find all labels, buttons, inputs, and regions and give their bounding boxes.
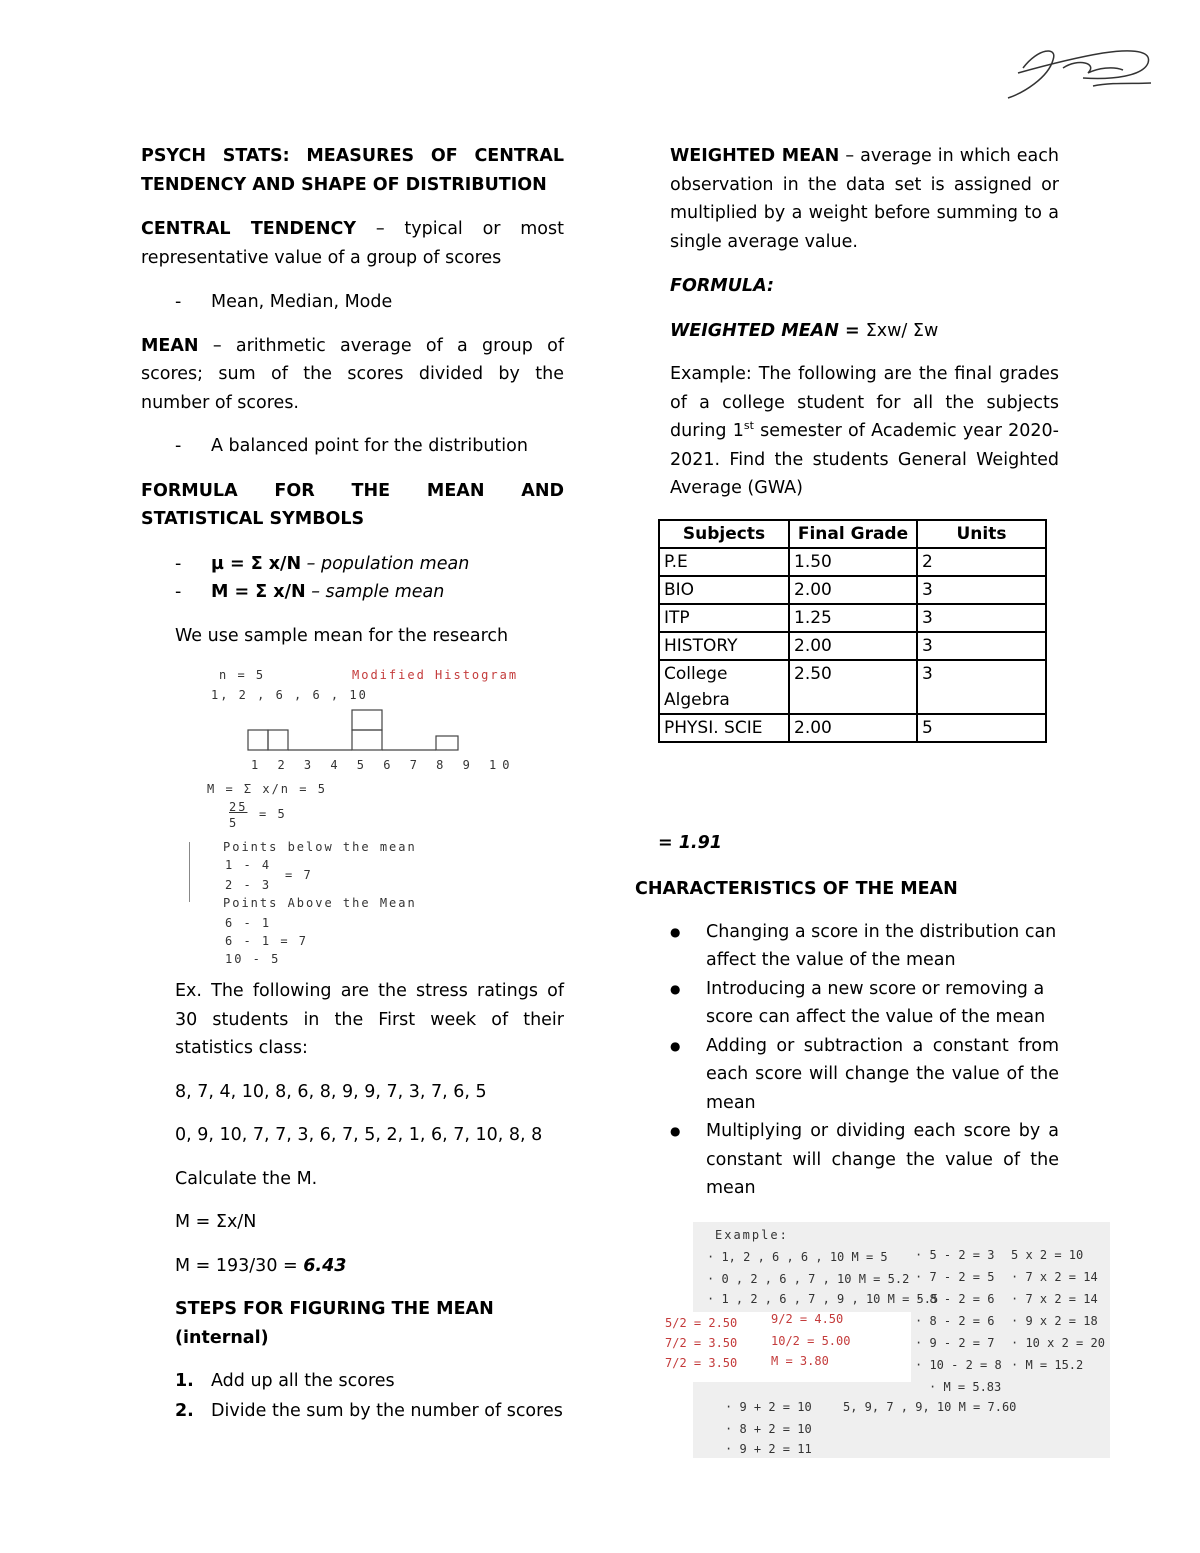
calc-formula: M = Σx/N	[175, 1212, 257, 1232]
table-row: P.E 1.50 2	[659, 548, 1046, 576]
weighted-mean-formula: WEIGHTED MEAN = Σxw/ Σw	[670, 320, 939, 341]
pasted-note: 5/2 = 2.50 9/2 = 4.50 7/2 = 3.50 10/2 = 5.00 7/2 = 3.50 M = 3.80	[661, 1312, 911, 1382]
list-item: ● Changing a score in the distribution can affect the value of the mean	[670, 921, 1057, 970]
list-item: ● Multiplying or dividing each score by a constant will change the value of the mean	[670, 1121, 1059, 1198]
mean-bullet: - A balanced point for the distribution	[175, 436, 528, 456]
table-row: PHYSI. SCIE 2.00 5	[659, 714, 1046, 742]
central-tendency-definition: CENTRAL TENDENCY – typical or most representative value of a group of scores	[141, 219, 564, 268]
table-row: BIO 2.00 3	[659, 576, 1046, 604]
formula-label: FORMULA:	[670, 276, 774, 296]
table-row: College Algebra 2.50 3	[659, 660, 1046, 714]
weighted-mean-definition: WEIGHTED MEAN – average in which each observation in the data set is assigned or multiplied by a weight before summing to a single average value.	[670, 146, 1059, 252]
list-item: ● Adding or subtraction a constant from each score will change the value of the mean	[670, 1035, 1059, 1113]
data-line-2: 0, 9, 10, 7, 7, 3, 6, 7, 5, 2, 1, 6, 7, 10, 8, 8	[175, 1125, 543, 1145]
sample-note: We use sample mean for the research	[175, 625, 509, 646]
mean-definition: MEAN – arithmetic average of a group of scores; sum of the scores divided by the number of scores.	[141, 335, 564, 413]
doc-title: PSYCH STATS: MEASURES OF CENTRAL TENDENCY AND SHAPE OF DISTRIBUTION	[141, 146, 564, 195]
histogram-sketch	[244, 702, 474, 757]
population-mean-formula: - µ = Σ x/N – population mean	[175, 553, 470, 574]
left-column	[141, 140, 564, 1426]
ct-bullet: - Mean, Median, Mode	[175, 292, 393, 312]
table-row: ITP 1.25 3	[659, 604, 1046, 632]
gwa-example: Example: The following are the final grades of a college student for all the subjects during 1st semester of Academic year 2020-2021. Find the students General Weighted Average (GWA)	[670, 364, 1059, 498]
calc-instruction: Calculate the M.	[175, 1168, 318, 1189]
table-row: HISTORY 2.00 3	[659, 632, 1046, 660]
calc-result: M = 193/30 = 6.43	[175, 1255, 347, 1276]
step-item: 1. Add up all the scores	[175, 1371, 395, 1391]
list-item: ● Introducing a new score or removing a score can affect the value of the mean	[670, 978, 1046, 1027]
data-line-1: 8, 7, 4, 10, 8, 6, 8, 9, 9, 7, 3, 7, 6, 5	[175, 1081, 487, 1102]
signature	[1003, 38, 1163, 108]
steps-heading: STEPS FOR FIGURING THE MEAN (internal)	[175, 1299, 494, 1348]
characteristics-list	[670, 918, 1059, 1203]
handwritten-example-photo: Example: · 1, 2 , 6 , 6 , 10 M = 5 · 0 , 2 , 6 , 7 , 10 M = 5.2 · 1 , 2 , 6 , 7 , 9 , 10 M = 5.5 · 5 - 2 = 3 5 x 2 = 10 · 7 - 2 = 5 · 7 x 2 = 14 · 8 - 2 = 6 · 7 x 2 = 14 · 8 - 2 = 6 · 9 x 2 = 18 · 9 - 2 = 7 · 10 x 2 = 20 · 10 - 2 = 8 · M = 15.2 · M = 5.83 5/2 = 2.50 9/2 = 4.50 7/2 = 3.50 10/2 = 5.00 7/2 = 3.50 M = 3.80 · 9 + 2 = 10 5, 9, 7 , 9, 10 M = 7.60 · 8 + 2 = 10 · 9 + 2 = 11	[693, 1222, 1110, 1458]
example-intro: Ex. The following are the stress ratings of 30 students in the First week of their statistics class:	[175, 981, 564, 1058]
handwritten-histogram-note: n = 5 Modified Histogram 1, 2 , 6 , 6 , 10 1 2 3 4 5 6 7 8 9 10 M = Σ x/n = 5 25 5 = 5 Points below the mean 1 - 4 2 - 3 = 7 Points Above the Mean 6 - 1 6 - 1 = 7 10 - 5	[189, 662, 564, 974]
characteristics-heading: CHARACTERISTICS OF THE MEAN	[635, 879, 958, 899]
grades-table	[658, 519, 1047, 743]
right-column	[635, 140, 1059, 1203]
gwa-result: = 1.91	[658, 832, 722, 853]
sample-mean-formula: - M = Σ x/N – sample mean	[175, 582, 445, 602]
step-item: 2. Divide the sum by the number of scores	[175, 1401, 563, 1421]
formula-heading: FORMULA FOR THE MEAN AND STATISTICAL SYMBOLS	[141, 480, 564, 529]
table-header-row: Subjects Final Grade Units	[659, 520, 1046, 548]
